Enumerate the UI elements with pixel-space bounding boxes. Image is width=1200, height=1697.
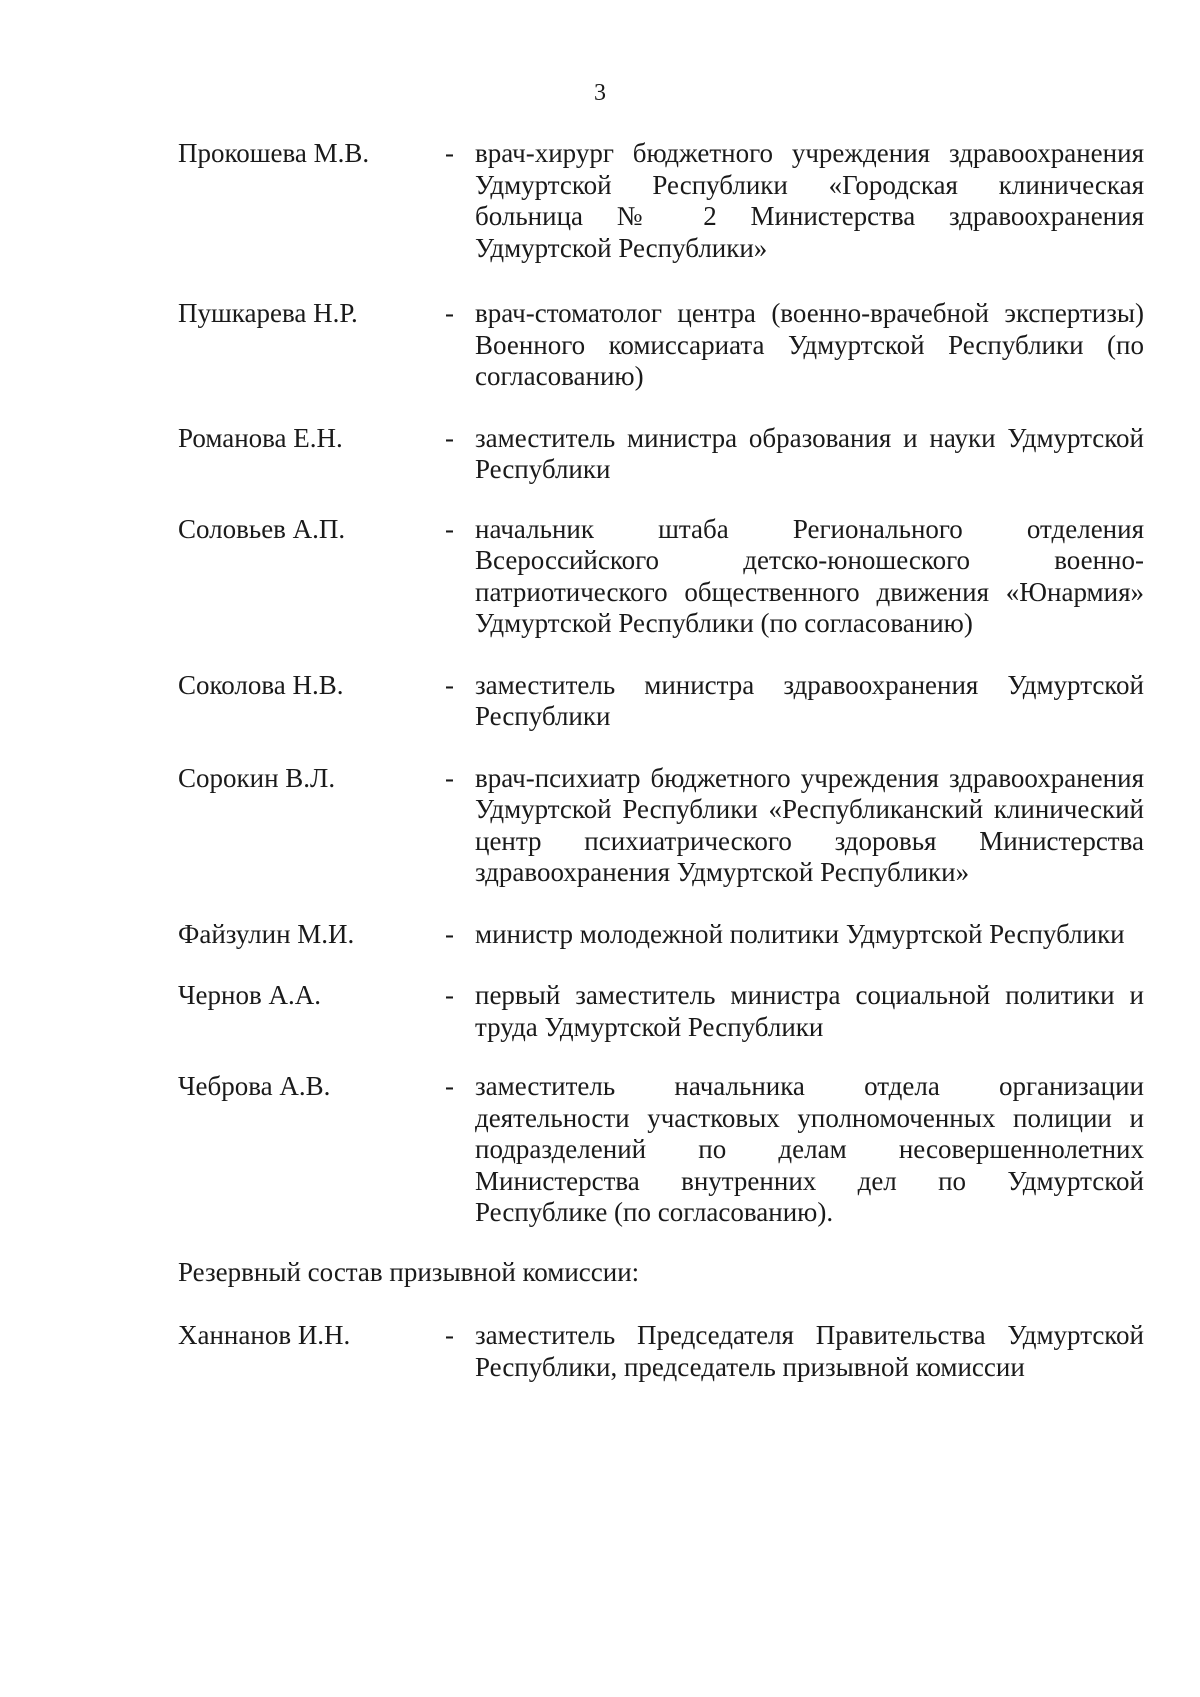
- member-position: заместитель начальника отдела организации деятельности участковых уполномоченных полиции и подразделений по делам несовершеннолетних Министерства внутренних дел по Удмуртской Республике (по согласованию).: [475, 1071, 1144, 1227]
- entry-dash: -: [445, 1320, 454, 1350]
- member-entry: [178, 763, 1144, 889]
- entry-dash: -: [445, 513, 454, 544]
- member-entry: [178, 980, 1144, 1043]
- commission-member-list: [178, 138, 1144, 1383]
- member-position: первый заместитель министра социальной политики и труда Удмуртской Республики: [475, 980, 1144, 1042]
- member-name: Соловьев А.П.: [178, 513, 346, 544]
- entry-dash: -: [445, 669, 454, 700]
- member-name: Файзулин М.И.: [178, 918, 355, 949]
- member-name: Ханнанов И.Н.: [178, 1320, 351, 1350]
- member-position: начальник штаба Регионального отделения Всероссийского детско-юношеского военно-патриотического общественного движения «Юнармия» Удмуртской Республики (по согласованию): [475, 513, 1144, 638]
- page-number: 3: [594, 80, 606, 106]
- member-position: заместитель министра образования и науки Удмуртской Республики: [475, 422, 1144, 484]
- member-position: врач-психиатр бюджетного учреждения здравоохранения Удмуртской Республики «Республиканский клинический центр психиатрического здоровья Министерства здравоохранения Удмуртской Республики»: [475, 762, 1144, 887]
- reserve-section-heading: Резервный состав призывной комиссии:: [178, 1256, 640, 1287]
- member-position: врач-хирург бюджетного учреждения здравоохранения Удмуртской Республики «Городская клиническая больница № 2 Министерства здравоохранения Удмуртской Республики»: [475, 138, 1144, 263]
- member-name: Соколова Н.В.: [178, 669, 344, 700]
- member-entry: [178, 514, 1144, 640]
- member-position: врач-стоматолог центра (военно-врачебной экспертизы) Военного комиссариата Удмуртской Республики (по согласованию): [475, 298, 1144, 391]
- member-entry: [178, 1071, 1144, 1229]
- member-entry: [178, 423, 1144, 486]
- member-position: министр молодежной политики Удмуртской Республики: [475, 918, 1125, 949]
- member-position: заместитель министра здравоохранения Удмуртской Республики: [475, 669, 1144, 731]
- member-entry: [178, 138, 1144, 264]
- member-name: Чеброва А.В.: [178, 1071, 331, 1101]
- entry-dash: -: [445, 918, 454, 949]
- member-name: Пушкарева Н.Р.: [178, 298, 358, 328]
- member-name: Романова Е.Н.: [178, 422, 343, 453]
- entry-dash: -: [445, 1071, 454, 1101]
- reserve-member-entry: [178, 1320, 1144, 1383]
- entry-dash: -: [445, 980, 454, 1010]
- member-name: Прокошева М.В.: [178, 138, 370, 168]
- entry-dash: -: [445, 762, 454, 793]
- entry-dash: -: [445, 298, 454, 328]
- member-entry: [178, 919, 1144, 951]
- member-position: заместитель Председателя Правительства Удмуртской Республики, председатель призывной комиссии: [475, 1320, 1144, 1382]
- entry-dash: -: [445, 138, 454, 168]
- member-name: Сорокин В.Л.: [178, 762, 336, 793]
- entry-dash: -: [445, 422, 454, 453]
- member-entry: [178, 298, 1144, 393]
- member-entry: [178, 670, 1144, 733]
- member-name: Чернов А.А.: [178, 980, 321, 1010]
